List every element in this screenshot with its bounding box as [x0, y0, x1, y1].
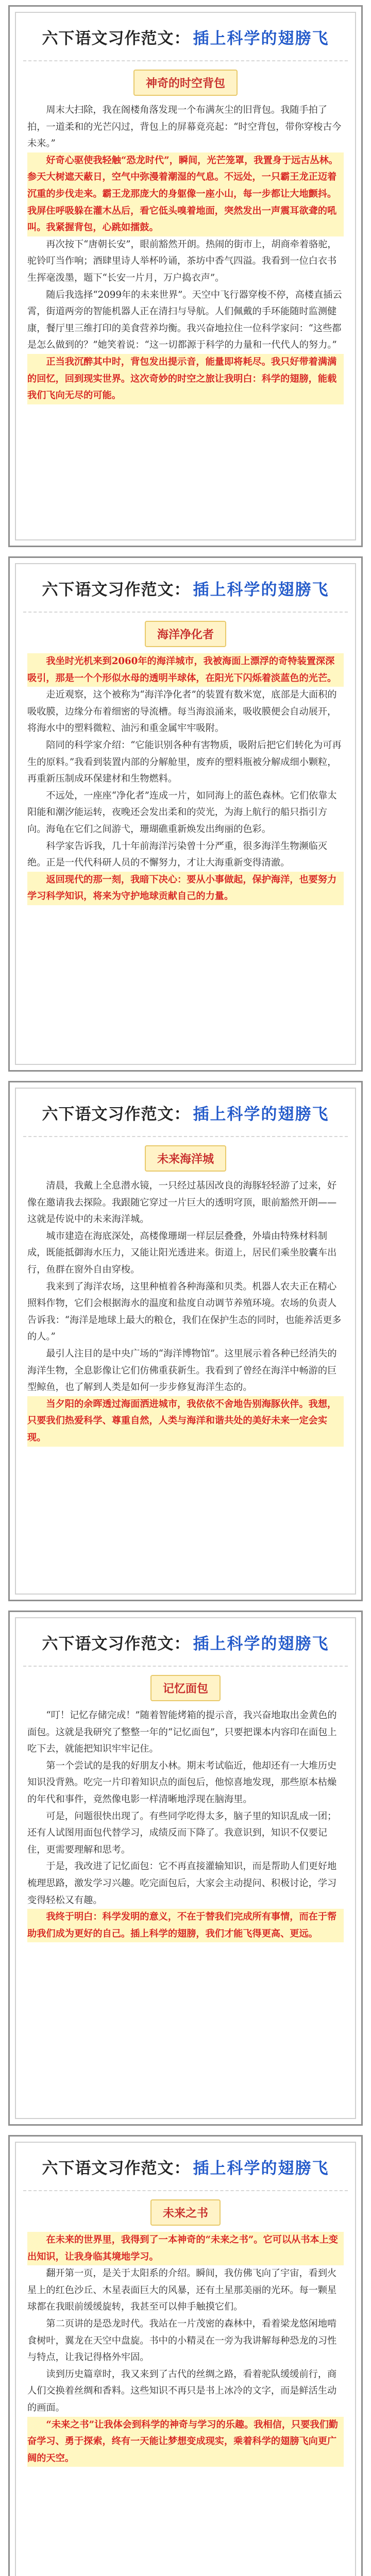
essay-card-inner — [15, 1088, 356, 1595]
essay-paragraph: 于是，我改进了记忆面包：它不再直接灌输知识，而是帮助人们更好地梳理思路，激发学习兴趣。吃完面包后，大家会主动提问、积极讨论，学习变得轻松又有趣。 — [27, 1861, 337, 1906]
title-colon: ： — [174, 2159, 190, 2178]
essay-paragraph-highlight: 在未来的世界里，我得到了一本神奇的“未来之书”。它可以从书本上变出知识，让我身临其境地学习。 — [27, 2232, 344, 2265]
essay-paragraph: 随后我选择“2099年的未来世界”。天空中飞行器穿梭不停，高楼直插云霄，街道两旁的智能机器人正在清扫与导航。人们佩戴的手环能随时监测健康，餐厅里三维打印的美食营养均衡。我兴奋地拉住一位科学家问：“这些都是怎么做到的？”她笑着说：“这一切都源于科学的力量和一代代人的努力。” — [27, 289, 342, 351]
essay-paragraph-highlight: 我坐时光机来到2060年的海洋城市，我被海面上漂浮的奇特装置深深吸引，那是一个个形似水母的透明半球体，在阳光下闪烁着淡蓝色的光芒。 — [27, 653, 344, 687]
title-colon: ： — [174, 1105, 190, 1124]
essay-paragraph: 最引人注目的是中央广场的“海洋博物馆”。这里展示着各种已经消失的海洋生物，全息影像让它们仿佛重获新生。我看到了曾经在海洋中畅游的巨型鲸鱼，也了解到人类是如何一步步修复海洋生态的。 — [27, 1348, 337, 1393]
essay-paragraph-highlight: 正当我沉醉其中时，背包发出提示音，能量即将耗尽。我只好带着满满的回忆，回到现实世界。这次奇妙的时空之旅让我明白：科学的翅膀，能载我们飞向无尽的可能。 — [27, 354, 344, 404]
theme-title: 插上科学的翅膀飞 — [193, 29, 329, 48]
essay-paragraph: 翻开第一页，是关于太阳系的介绍。瞬间，我仿佛飞向了宇宙，看到火星上的红色沙丘、木星表面巨大的风暴，还有土星那美丽的光环。每一颗星球都在我眼前缓缓旋转，我甚至可以伸手触摸它们。 — [27, 2268, 337, 2313]
essay-card-inner — [15, 12, 356, 540]
series-title: 六下语文习作范文 — [42, 580, 174, 599]
essay-paragraph: 城市建造在海底深处，高楼像珊瑚一样层层叠叠，外墙由特殊材料制成，既能抵御海水压力，又能让阳光透进来。街道上，居民们乘坐胶囊车出行，鱼群在窗外自由穿梭。 — [27, 1230, 337, 1275]
essay-card-inner — [15, 2142, 356, 2576]
theme-title: 插上科学的翅膀飞 — [193, 580, 329, 599]
essay-paragraph: 周末大扫除，我在阁楼角落发现一个布满灰尘的旧背包。我随手拍了拍，一道柔和的光芒闪过，背包上的屏幕竟亮起：“时空背包，带你穿梭古今未来。” — [27, 105, 342, 149]
essay-paragraph: 走近观察，这个被称为“海洋净化者”的装置有数米宽，底部是大面积的吸收膜，边缘分布着细密的导流槽。每当海浪涌来，吸收膜便会自动展开，将海水中的塑料微粒、油污和重金属牢牢吸附。 — [27, 689, 337, 734]
essay-card — [8, 2135, 363, 2576]
essay-body — [16, 2226, 355, 2467]
theme-title: 插上科学的翅膀飞 — [193, 1634, 329, 1653]
essay-card-inner — [15, 1617, 356, 2119]
essay-paragraph: 科学家告诉我，几十年前海洋污染曾十分严重，很多海洋生物濒临灭绝。正是一代代科研人员的不懈努力，才让大海重新变得清澈。 — [27, 840, 328, 869]
theme-title: 插上科学的翅膀飞 — [193, 2159, 329, 2178]
essay-header — [23, 1089, 348, 1137]
essay-body — [16, 1701, 355, 1942]
essay-card — [8, 5, 363, 547]
essay-body — [16, 1172, 355, 1447]
essay-paragraph-highlight: 好奇心驱使我轻触“恐龙时代”，瞬间，光芒笼罩，我置身于远古丛林。参天大树遮天蔽日，空气中弥漫着潮湿的气息。不远处，一只霸王龙正迈着沉重的步伐走来。霸王龙那庞大的身躯像一座小山，每一步都让大地颤抖。我屏住呼吸躲在灌木丛后，看它低头嗅着地面，突然发出一声震耳欲聋的吼叫。我紧握背包，心跳如擂鼓。 — [27, 152, 344, 236]
title-colon: ： — [174, 29, 190, 48]
essay-paragraph: 陪同的科学家介绍：“它能识别各种有害物质，吸附后把它们转化为可再生的原料。”我看到装置内部的分解舱里，废弃的塑料瓶被分解成细小颗粒，再重新压制成环保建材和生物燃料。 — [27, 739, 342, 785]
essay-header — [23, 564, 348, 613]
essay-paragraph: 我来到了海洋农场，这里种植着各种海藻和贝类。机器人农夫正在精心照料作物，它们会根据海水的温度和盐度自动调节养殖环境。农场的负责人告诉我：“海洋是地球上最大的粮仓，我们在保护生态的同时，也能养活更多的人。” — [27, 1281, 342, 1343]
essay-paragraph: 读到历史篇章时，我又来到了古代的丝绸之路，看着驼队缓缓前行，商人们交换着丝绸和香料。这些知识不再只是书上冰冷的文字，而是鲜活生动的画面。 — [27, 2368, 337, 2413]
essay-paragraph: “叮！记忆存储完成！”随着智能烤箱的提示音，我兴奋地取出金黄色的面包。这就是我研究了整整一年的“记忆面包”，只要把课本内容印在面包上吃下去，就能把知识牢牢记住。 — [27, 1710, 337, 1755]
series-title: 六下语文习作范文 — [42, 29, 174, 48]
theme-title: 插上科学的翅膀飞 — [193, 1105, 329, 1124]
essay-body — [16, 96, 355, 404]
series-title: 六下语文习作范文 — [42, 1634, 174, 1653]
essay-paragraph: 清晨，我戴上全息潜水镜，一只经过基因改良的海豚轻轻游了过来，好像在邀请我去探险。我跟随它穿过一片巨大的透明穹顶，眼前豁然开朗——这就是传说中的未来海洋城。 — [27, 1180, 337, 1225]
essay-paragraph: 可是，问题很快出现了。有些同学吃得太多，脑子里的知识乱成一团；还有人试图用面包代替学习，成绩反而下降了。我意识到，知识不仅要记住，更需要理解和思考。 — [27, 1810, 337, 1855]
essay-paragraph-highlight: 返回现代的那一刻，我暗下决心：要从小事做起，保护海洋，也要努力学习科学知识，将来为守护地球贡献自己的力量。 — [27, 872, 344, 905]
essay-card — [8, 1081, 363, 1601]
essay-paragraph: 第一个尝试的是我的好朋友小林。期末考试临近，他却还有一大堆历史知识没背熟。吃完一片印着知识点的面包后，他惊喜地发现，那些原本枯燥的年代和事件，竟然像电影一样清晰地浮现在脑海里。 — [27, 1760, 337, 1805]
series-title: 六下语文习作范文 — [42, 2159, 174, 2178]
essay-paragraph-highlight: 我终于明白：科学发明的意义，不在于替我们完成所有事情，而在于帮助我们成为更好的自己。插上科学的翅膀，我们才能飞得更高、更远。 — [27, 1909, 344, 1942]
essay-card-inner — [15, 563, 356, 1065]
essay-paragraph: 第二页讲的是恐龙时代。我站在一片茂密的森林中，看着梁龙悠闲地啃食树叶，翼龙在天空中盘旋。书中的小精灵在一旁为我讲解每种恐龙的习性与特点，让我记得格外牢固。 — [27, 2318, 337, 2363]
essay-card — [8, 556, 363, 1072]
title-colon: ： — [174, 580, 190, 599]
essay-card — [8, 1611, 363, 2126]
title-colon: ： — [174, 1634, 190, 1653]
essay-paragraph: 不远处，一座座“净化者”连成一片，如同海上的蓝色森林。它们依靠太阳能和潮汐能运转，夜晚还会发出柔和的荧光，为海上航行的船只指引方向。海龟在它们之间游弋，珊瑚礁重新焕发出绚丽的色彩。 — [27, 790, 337, 835]
essay-header — [23, 13, 348, 61]
essay-body — [16, 647, 355, 905]
series-title: 六下语文习作范文 — [42, 1105, 174, 1124]
essay-header — [23, 1618, 348, 1667]
essay-subtitle: 记忆面包 — [150, 1675, 221, 1701]
essay-header — [23, 2143, 348, 2191]
essay-paragraph-highlight: 当夕阳的余晖透过海面洒进城市，我依依不舍地告别海豚伙伴。我想，只要我们热爱科学、尊重自然，人类与海洋和谐共处的美好未来一定会实现。 — [27, 1396, 344, 1447]
essay-subtitle: 神奇的时空背包 — [133, 70, 238, 96]
essay-paragraph-highlight: “未来之书”让我体会到科学的神奇与学习的乐趣。我相信，只要我们勤奋学习、勇于探索，终有一天能让梦想变成现实，乘着科学的翅膀飞向更广阔的天空。 — [27, 2417, 344, 2467]
essay-subtitle: 海洋净化者 — [145, 621, 226, 647]
essay-paragraph: 再次按下“唐朝长安”，眼前豁然开朗。热闹的街市上，胡商牵着骆驼，驼铃叮当作响；酒肆里诗人举杯吟诵，茶坊中香气四溢。我看到一位白衣书生挥毫泼墨，题下“长安一片月，万户捣衣声”。 — [27, 239, 337, 283]
essay-subtitle: 未来海洋城 — [145, 1145, 226, 1172]
essay-subtitle: 未来之书 — [150, 2199, 221, 2226]
